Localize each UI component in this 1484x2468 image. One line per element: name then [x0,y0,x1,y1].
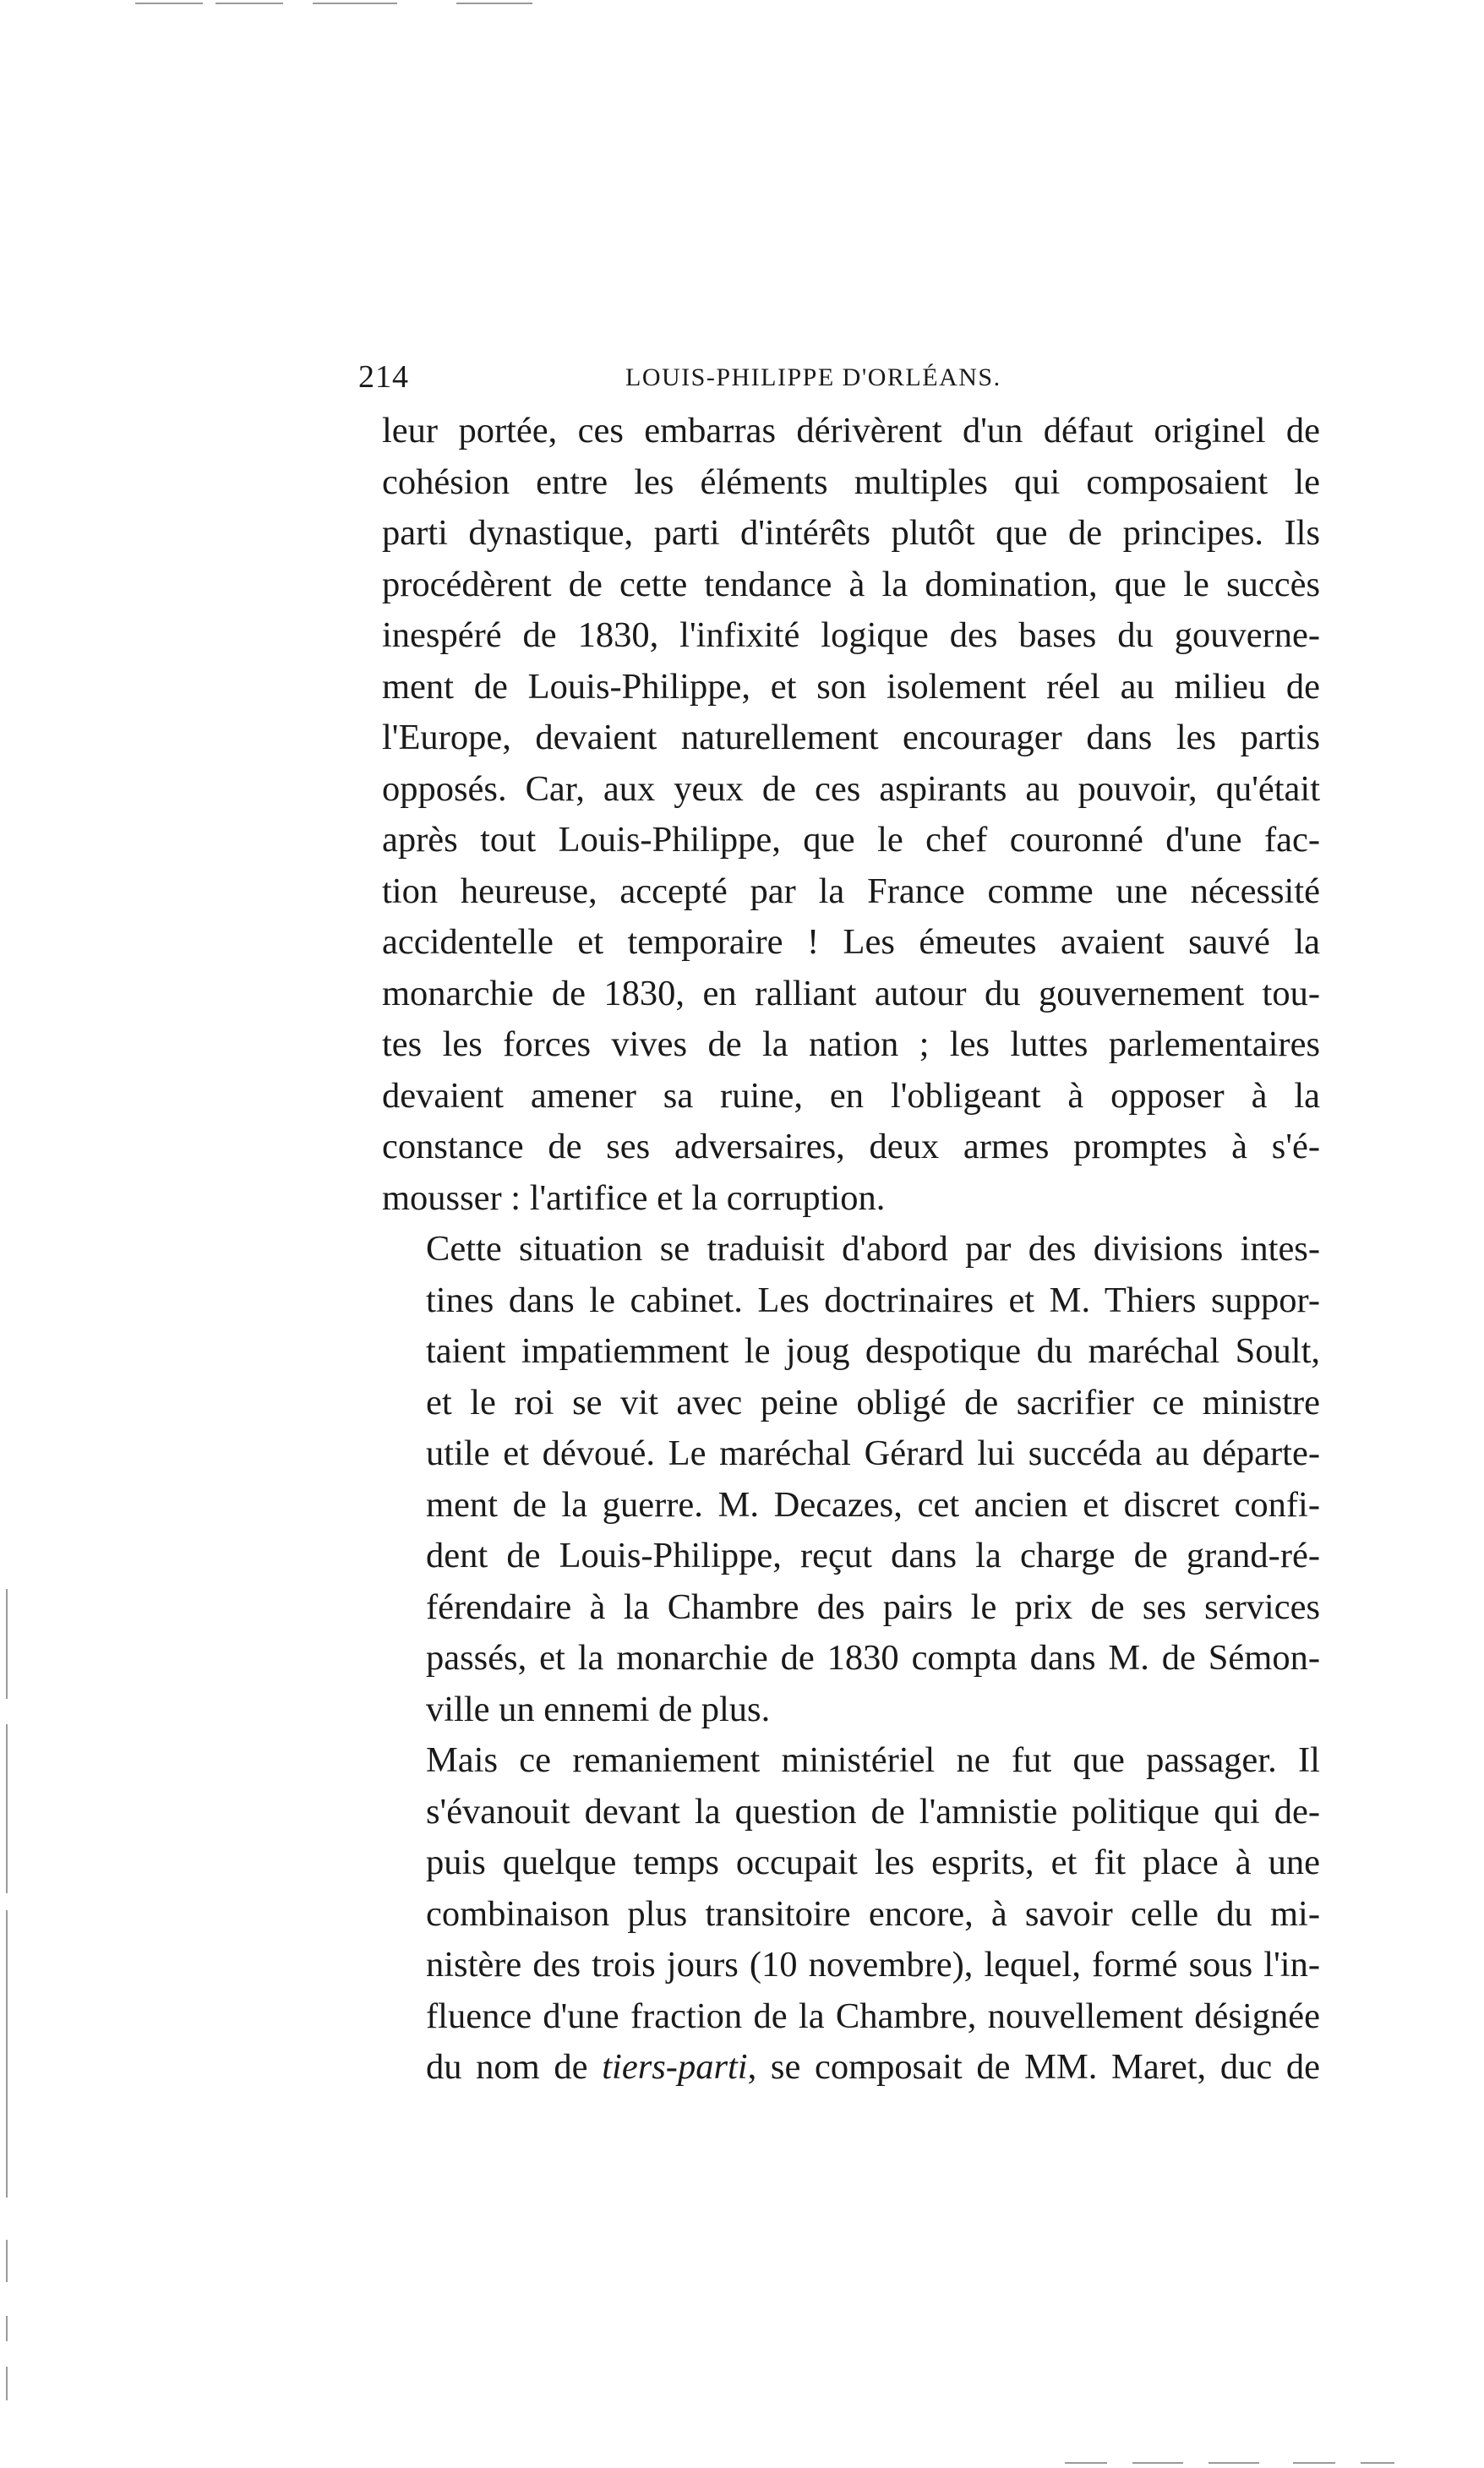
text-line: férendaire à la Chambre des pairs le prix de ses services [426,1586,1320,1627]
text-line: monarchie de 1830, en ralliant autour du gouvernement tou- [382,973,1320,1013]
text-line: taient impatiemment le joug despotique du maréchal Soult, [426,1331,1320,1371]
text-line: accidentelle et temporaire ! Les émeutes avaient sauvé la [382,922,1320,962]
text-line: devaient amener sa ruine, en l'obligeant à opposer à la [382,1075,1320,1116]
text-run: du nom de [426,2047,603,2087]
text-line: leur portée, ces embarras dérivèrent d'un défaut originel de [382,411,1320,450]
text-line: constance de ses adversaires, deux armes promptes à s'é- [382,1127,1320,1166]
text-line: passés, et la monarchie de 1830 compta dans M. de Sémon- [426,1638,1320,1678]
paragraph-2 [382,1224,1320,1735]
page-number: 214 [358,359,409,395]
text-line: l'Europe, devaient naturellement encourager dans les partis [382,718,1320,757]
text-line: s'évanouit devant la question de l'amnistie politique qui de- [426,1791,1320,1832]
text-line: ville un ennemi de plus. [426,1689,771,1729]
text-line: opposés. Car, aux yeux de ces aspirants au pouvoir, qu'était [382,768,1320,809]
text-line: tion heureuse, accepté par la France comme une nécessité [382,871,1320,911]
text-line: mousser : l'artifice et la corruption. [382,1177,886,1218]
text-line: ment de Louis-Philippe, et son isolement réel au milieu de [382,666,1320,707]
text-line: nistère des trois jours (10 novembre), lequel, formé sous l'in- [426,1945,1320,1985]
paragraph-3 [382,1735,1320,2094]
text-line: tes les forces vives de la nation ; les luttes parlementaires [382,1024,1320,1064]
text-line: inespéré de 1830, l'infixité logique des bases du gouverne- [382,615,1320,655]
body-text [382,406,1320,2094]
text-line: Cette situation se traduisit d'abord par des divisions intes- [426,1229,1320,1269]
text-line: ment de la guerre. M. Decazes, cet ancien et discret confi- [426,1484,1320,1525]
text-line: puis quelque temps occupait les esprits, et fit place à une [426,1843,1320,1882]
text-line: procédèrent de cette tendance à la domination, que le succès [382,564,1320,604]
text-line: combinaison plus transitoire encore, à savoir celle du mi- [426,1893,1320,1934]
running-head: LOUIS-PHILIPPE D'ORLÉANS. [625,363,1001,391]
paragraph-1 [382,406,1320,1224]
text-line: utile et dévoué. Le maréchal Gérard lui succéda au départe- [426,1433,1320,1473]
text-line: tines dans le cabinet. Les doctrinaires et M. Thiers suppor- [426,1280,1320,1320]
text-line: dent de Louis-Philippe, reçut dans la charge de grand-ré- [426,1536,1320,1575]
text-line: cohésion entre les éléments multiples qui composaient le [382,461,1320,502]
text-line: Mais ce remaniement ministériel ne fut que passager. Il [426,1740,1320,1780]
italic-term: tiers-parti [602,2047,748,2087]
text-line: après tout Louis-Philippe, que le chef couronné d'une fac- [382,820,1320,860]
page-header [358,358,1322,406]
text-line: parti dynastique, parti d'intérêts plutôt que de principes. Ils [382,513,1320,553]
text-run: , se composait de MM. Maret, duc de [747,2047,1321,2087]
text-line: et le roi se vit avec peine obligé de sacrifier ce ministre [426,1382,1320,1422]
text-line-with-italic [382,2042,1320,2094]
text-line: fluence d'une fraction de la Chambre, nouvellement désignée [426,1996,1320,2036]
